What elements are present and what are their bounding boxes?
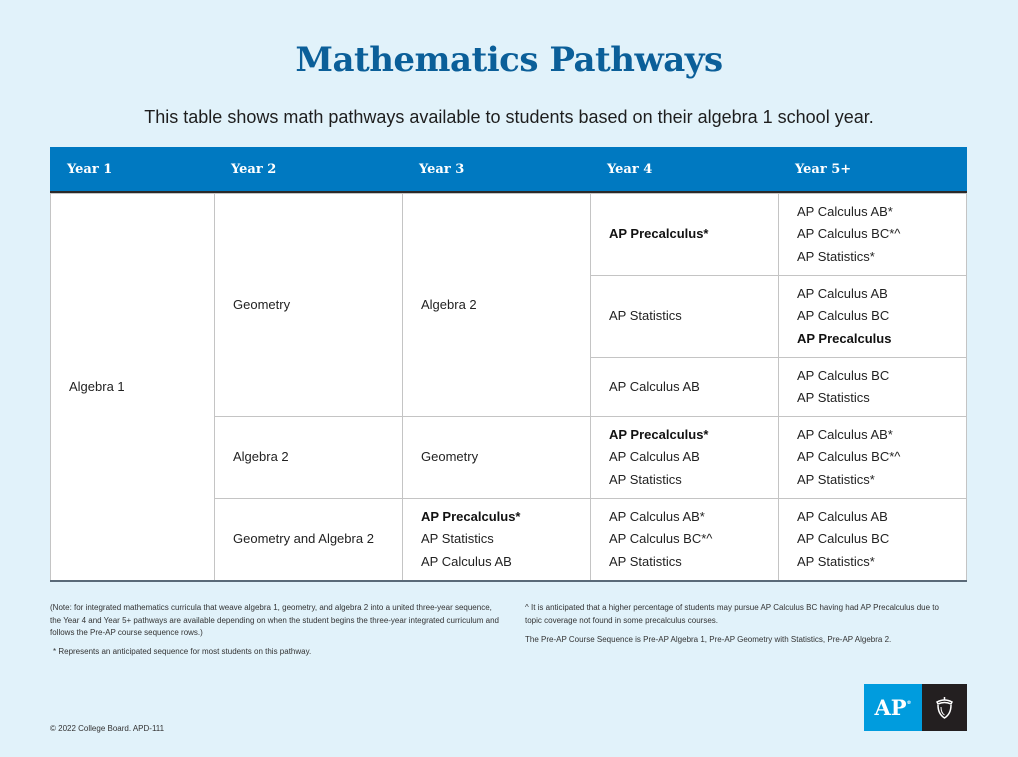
acorn-icon <box>922 684 967 731</box>
cell-year3-algebra2 <box>402 193 590 416</box>
cell-text: Algebra 1 <box>69 378 125 394</box>
cell-text: Geometry <box>233 296 291 312</box>
cell-year5-r1 <box>778 193 967 275</box>
course-item: AP Calculus AB <box>797 285 888 301</box>
course-item: AP Statistics <box>797 390 870 405</box>
note-integrated: (Note: for integrated mathematics curricula that weave algebra 1, geometry, and algebra 2 into a united three-year sequence, the Year 4 and Year 5+ pathways are available depending on when the student begins the three-year integrated curriculum and follows the Pre-AP course sequence rows.) <box>50 603 499 637</box>
cell-year2-geometry <box>214 193 402 416</box>
course-item: AP Calculus BC <box>797 367 890 383</box>
table-header <box>50 147 967 193</box>
header-year-4: Year 4 <box>607 162 653 177</box>
cell-year3-ap-list <box>402 498 590 580</box>
course-item: AP Statistics <box>609 471 682 487</box>
note-asterisk: * Represents an anticipated sequence for most students on this pathway. <box>53 647 312 656</box>
course-item: AP Calculus AB* <box>609 508 705 524</box>
header-year-3: Year 3 <box>419 162 465 177</box>
course-item: AP Calculus BC*^ <box>609 531 713 547</box>
cell-year5-r5 <box>778 498 967 580</box>
course-item: AP Statistics* <box>797 248 875 264</box>
page-title: Mathematics Pathways <box>295 40 723 80</box>
course-item: AP Calculus BC <box>797 308 890 324</box>
cell-year4-r5 <box>590 498 778 580</box>
course-item: AP Statistics* <box>797 553 875 569</box>
course-item: AP Calculus AB <box>421 553 512 569</box>
cell-text: Algebra 2 <box>421 296 477 312</box>
cell-year5-r4 <box>778 416 967 498</box>
cell-year2-algebra2 <box>214 416 402 498</box>
header-year-1: Year 1 <box>67 162 113 177</box>
cell-year4-r1 <box>590 193 778 275</box>
cell-year4-r2 <box>590 275 778 357</box>
ap-college-board-logo <box>864 684 967 731</box>
copyright: © 2022 College Board. APD-111 <box>50 724 165 733</box>
course-item: AP Calculus AB* <box>797 426 893 442</box>
cell-year2-geo-alg2 <box>214 498 402 580</box>
note-preap: The Pre-AP Course Sequence is Pre-AP Algebra 1, Pre-AP Geometry with Statistics, Pre-AP Algebra 2. <box>525 635 892 644</box>
pathways-table <box>50 147 967 582</box>
course-item: AP Statistics* <box>797 471 875 487</box>
course-item: AP Precalculus* <box>609 426 709 442</box>
course-item: AP Calculus AB <box>609 449 700 465</box>
course-item: AP Calculus BC*^ <box>797 226 901 242</box>
header-year-5: Year 5+ <box>795 162 852 177</box>
course-item: AP Statistics <box>421 531 494 547</box>
registered-mark: ® <box>906 700 912 706</box>
course-item: AP Precalculus* <box>609 226 709 242</box>
course-item: AP Statistics <box>609 308 682 324</box>
course-item: AP Calculus BC <box>797 531 890 547</box>
course-item: AP Calculus AB* <box>797 203 893 219</box>
course-item: AP Calculus BC*^ <box>797 449 901 465</box>
course-item: AP Calculus AB <box>609 378 700 394</box>
course-item: AP Statistics <box>609 553 682 569</box>
course-item: AP Calculus AB <box>797 508 888 524</box>
cell-year4-r4 <box>590 416 778 498</box>
ap-logo-text: AP <box>874 695 907 720</box>
cell-text: Geometry <box>421 449 479 465</box>
ap-logo <box>864 684 922 731</box>
cell-year3-geometry <box>402 416 590 498</box>
note-caret: ^ It is anticipated that a higher percentage of students may pursue AP Calculus BC having had AP Precalculus due to topic coverage not found in some precalculus courses. <box>525 603 939 625</box>
course-item: AP Precalculus* <box>421 508 521 524</box>
cell-year4-r3 <box>590 357 778 416</box>
page-subtitle: This table shows math pathways available to students based on their algebra 1 school year. <box>144 107 874 127</box>
cell-year5-r2 <box>778 275 967 357</box>
cell-year5-r3 <box>778 357 967 416</box>
course-item: AP Precalculus <box>797 330 892 346</box>
cell-text: Algebra 2 <box>233 449 289 465</box>
cell-year1 <box>50 193 214 580</box>
cell-text: Geometry and Algebra 2 <box>233 531 374 547</box>
header-year-2: Year 2 <box>231 162 277 177</box>
table-right-border <box>966 193 967 580</box>
